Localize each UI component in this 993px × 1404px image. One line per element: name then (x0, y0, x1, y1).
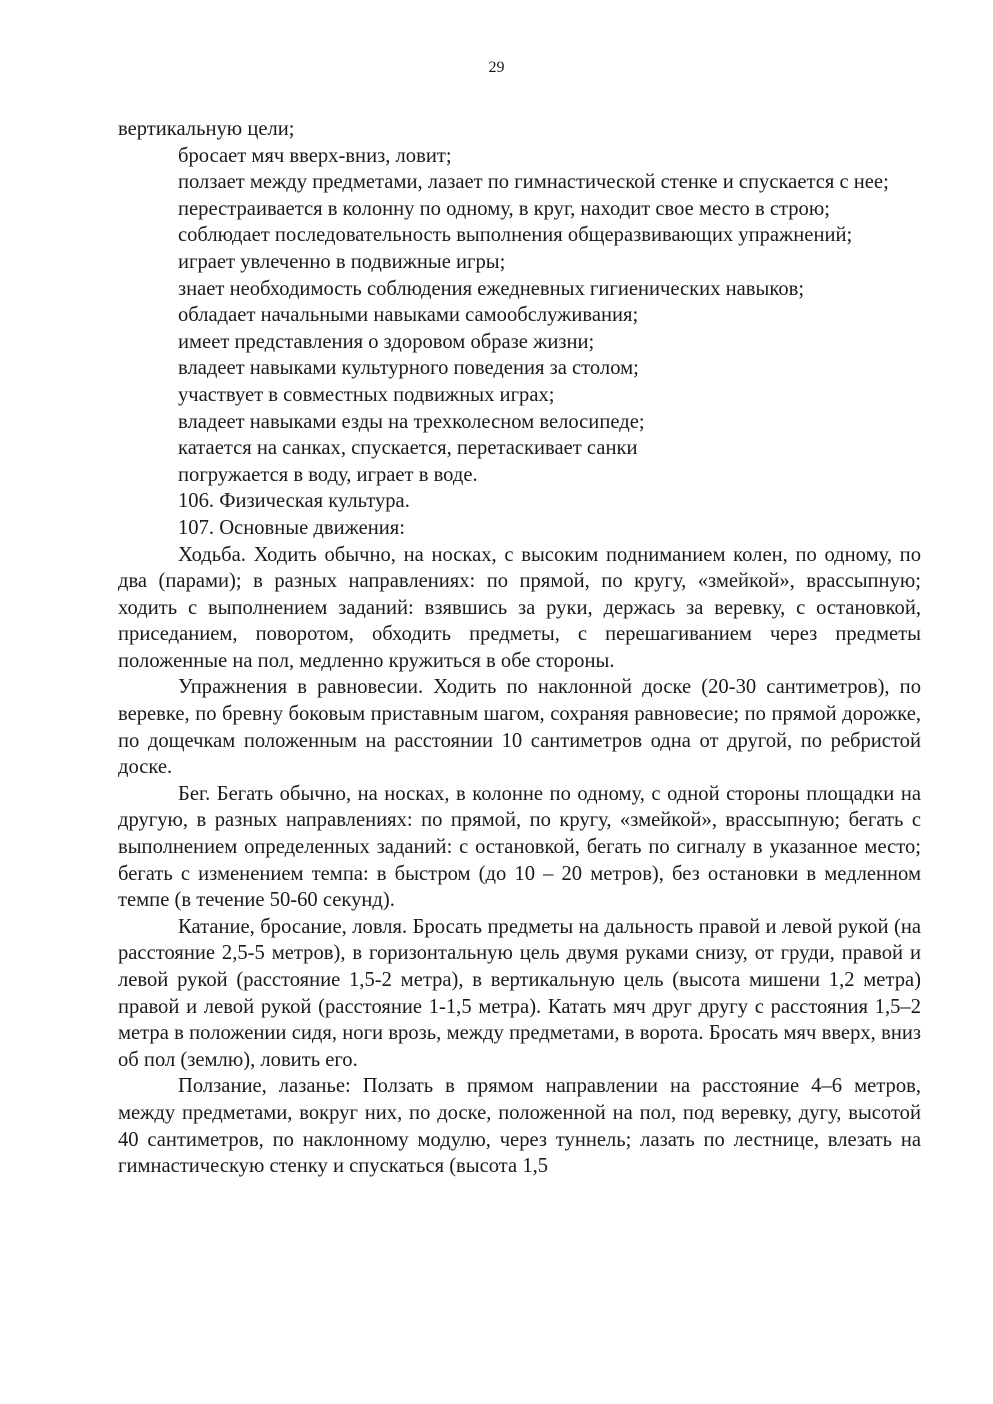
paragraph-running: Бег. Бегать обычно, на носках, в колонне по одному, с одной стороны площадки на другую, в разных направлениях: по прямой, по кругу, «змейкой», врассыпную; бегать с выполнением определенных заданий: с остановкой, бегать по сигналу в указанное место; бегать с изменением темпа: в быстром (до 10 – 20 метров), без остановки в медленном темпе (в течение 50-60 секунд). (118, 782, 921, 912)
paragraph-7: знает необходимость соблюдения ежедневных гигиенических навыков; (178, 277, 805, 300)
paragraph-4: перестраивается в колонну по одному, в круг, находит свое место в строю; (178, 197, 830, 220)
paragraph-14: погружается в воду, играет в воде. (178, 463, 478, 486)
paragraph-crawling: Ползание, лазанье: Ползать в прямом направлении на расстояние 4–6 метров, между предметами, вокруг них, по доске, положенной на пол, под веревку, дугу, высотой 40 сантиметров, по наклонному модулю, через туннель; лазать по лестнице, влезать на гимнастическую стенку и спускаться (высота 1,5 (118, 1075, 921, 1178)
paragraph-1: вертикальную цели; (118, 118, 295, 140)
paragraph-13: катается на санках, спускается, перетаскивает санки (178, 437, 638, 460)
paragraph-balance: Упражнения в равновесии. Ходить по наклонной доске (20-30 сантиметров), по веревке, по бревну боковым приставным шагом, сохраняя равновесие; по прямой дорожке, по дощечкам положенным на расстоянии 10 сантиметров одна от другой, по ребристой доске. (118, 676, 921, 779)
section-heading-107: 107. Основные движения: (178, 516, 405, 539)
paragraph-9: имеет представления о здоровом образе жизни; (178, 330, 595, 353)
paragraph-walking: Ходьба. Ходить обычно, на носках, с высоким подниманием колен, по одному, по два (парами); в разных направлениях: по прямой, по кругу, «змейкой», врассыпную; ходить с выполнением заданий: взявшись за руки, держась за веревку, с остановкой, приседанием, поворотом, обходить предметы, с перешагиванием через предметы положенные на пол, медленно кружиться в обе стороны. (118, 543, 921, 672)
paragraph-5: соблюдает последовательность выполнения общеразвивающих упражнений; (178, 224, 853, 247)
paragraph-6: играет увлеченно в подвижные игры; (178, 250, 506, 273)
paragraph-10: владеет навыками культурного поведения за столом; (178, 357, 639, 380)
paragraph-11: участвует в совместных подвижных играх; (178, 383, 555, 406)
paragraph-3: ползает между предметами, лазает по гимнастической стенке и спускается с нее; (178, 171, 889, 194)
paragraph-throwing: Катание, бросание, ловля. Бросать предметы на дальность правой и левой рукой (на расстояние 2,5-5 метров), в горизонтальную цель двумя руками снизу, от груди, правой и левой рукой (расстояние 1,5-2 метра), в вертикальную цель (высота мишени 1,2 метра) правой и левой рукой (расстояние 1-1,5 метра). Катать мяч друг другу с расстояния 1,5–2 метра в положении сидя, ноги врозь, между предметами, в ворота. Бросать мяч вверх, вниз об пол (землю), ловить его. (118, 915, 921, 1071)
section-heading-106: 106. Физическая культура. (178, 490, 410, 513)
paragraph-12: владеет навыками езды на трехколесном велосипеде; (178, 410, 645, 433)
page-number: 29 (488, 59, 505, 76)
paragraph-8: обладает начальными навыками самообслуживания; (178, 304, 639, 327)
paragraph-2: бросает мяч вверх-вниз, ловит; (178, 144, 452, 167)
body-text (118, 116, 921, 1180)
